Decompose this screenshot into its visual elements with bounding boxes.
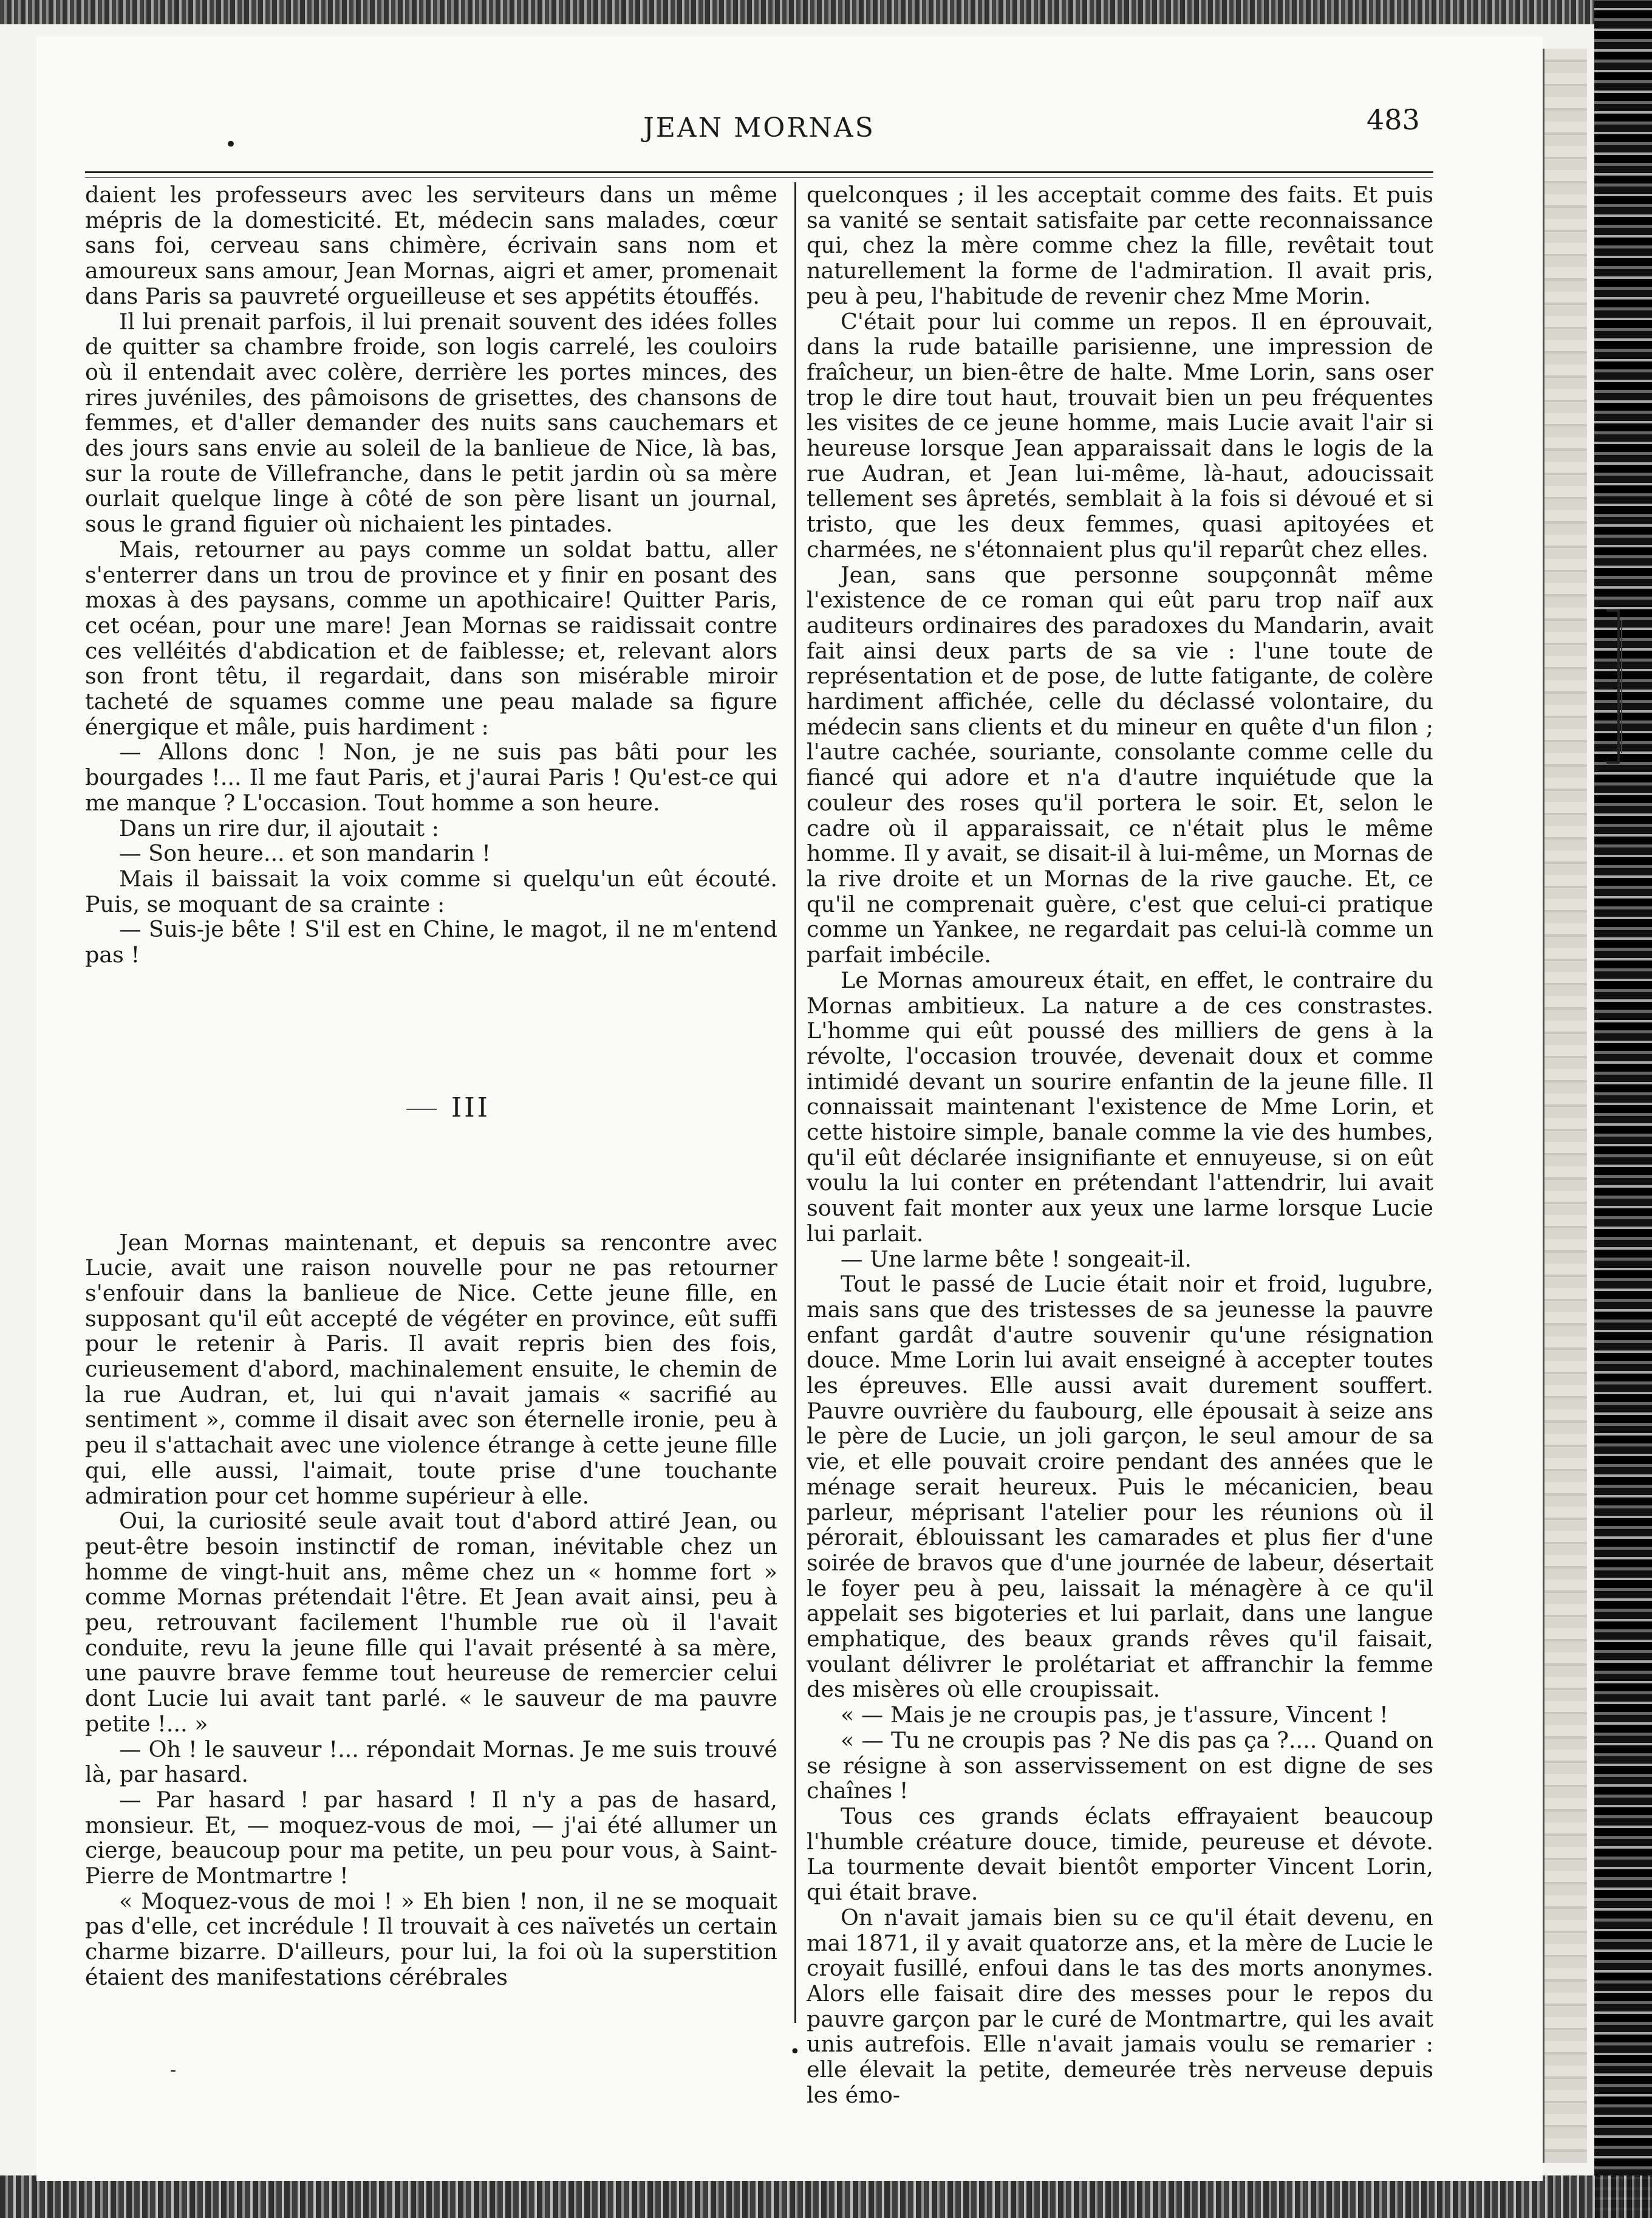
paragraph: On n'avait jamais bien su ce qu'il était devenu, en mai 1871, il y avait quatorze ans, et la mère de Lucie le croyait fusillé, enfoui dans le tas des morts anonymes. Alors elle faisait dire des messes pour le repos du pauvre garçon par le curé de Montmartre, qui les avait unis autrefois. Elle n'avait jamais voulu se remarier : elle élevait la petite, demeurée très nerveuse depuis les émo- <box>807 1904 1433 2108</box>
paragraph: — Suis-je bête ! S'il est en Chine, le magot, il ne m'entend pas ! <box>85 916 777 968</box>
paragraph: — Son heure... et son mandarin ! <box>119 840 491 867</box>
page-number: 483 <box>1367 103 1420 136</box>
chapter-title: III <box>451 1092 491 1123</box>
scan-noise-right <box>1594 0 1652 2218</box>
paragraph: Dans un rire dur, il ajoutait : <box>119 815 439 841</box>
paragraph: Mais, retourner au pays comme un soldat battu, aller s'enterrer dans un trou de province et y finir en posant des moxas à des paysans, comme un apothicaire! Quitter Paris, cet océan, pour une mare! Jean Mornas se raidissait contre ces velléités d'abdication et de faiblesse; et, relevant alors son front têtu, il regardait, dans son misérable miroir tacheté de squames comme une peau malade sa figure énergique et mâle, puis hardiment : <box>85 536 777 740</box>
header-rule <box>85 171 1433 173</box>
paragraph: Oui, la curiosité seule avait tout d'abord attiré Jean, ou peut-être besoin instinctif de roman, inévitable chez un homme de vingt-huit ans, même chez un « homme fort » comme Mornas prétendait l'être. Et Jean avait ainsi, peu à peu, retrouvant facilement l'humble rue où il l'avait conduite, revu la jeune fille qui l'avait présenté à sa mère, une pauvre brave femme tout heureuse de remercier celui dont Lucie lui avait tant parlé. « le sauveur de ma pauvre petite !... » <box>85 1508 777 1737</box>
footer-mark: - <box>170 2059 177 2081</box>
paragraph: Tous ces grands éclats effrayaient beaucoup l'humble créature douce, timide, peureuse et dévote. La tourmente devait bientôt emporter Vincent Lorin, qui était brave. <box>807 1803 1433 1906</box>
left-column <box>85 182 777 1990</box>
paragraph: Mais il baissait la voix comme si quelqu'un eût écouté. Puis, se moquant de sa crainte : <box>85 865 777 917</box>
paragraph: « — Mais je ne croupis pas, je t'assure, Vincent ! <box>841 1702 1388 1728</box>
binding-bracket-icon <box>1603 608 1628 765</box>
scan-noise-bottom <box>0 2175 1652 2218</box>
paragraph: Il lui prenait parfois, il lui prenait souvent des idées folles de quitter sa chambre froide, son logis carrelé, les couloirs où il entendait avec colère, derrière les portes minces, des rires juvéniles, des pâmoisons de grisettes, des chansons de femmes, et d'aller demander des nuits sans cauchemars et des jours sans envie au soleil de la banlieue de Nice, là bas, sur la route de Villefranche, dans le petit jardin où sa mère ourlait quelque linge à côté de son père lisant un journal, sous le grand figuier où nichaient les pintades. <box>85 308 777 538</box>
paragraph: Le Mornas amoureux était, en effet, le contraire du Mornas ambitieux. La nature a de ces constrastes. L'homme qui eût poussé des milliers de gens à la révolte, l'occasion trouvée, devenait doux et comme intimidé devant un sourire enfantin de la jeune fille. Il connaissait maintenant l'existence de Mme Lorin, et cette histoire simple, banale comme la vie des humbes, qu'il eût déclarée insignifiante et ennuyeuse, si on eût voulu la lui conter en prétendant l'attendrir, lui avait souvent fait monter aux yeux une larme lorsque Lucie lui parlait. <box>807 967 1433 1247</box>
paragraph: Jean Mornas maintenant, et depuis sa rencontre avec Lucie, avait une raison nouvelle pour ne pas retourner s'enfouir dans la banlieue de Nice. Cette jeune fille, en supposant qu'il eût accepté de végéter en province, eût suffi pour le retenir à Paris. Il avait repris bien des fois, curieusement d'abord, machinalement ensuite, le chemin de la rue Audran, et, lui qui n'avait jamais « sacrifié au sentiment », comme il disait avec son éternelle ironie, peu à peu il s'attachait avec une violence étrange à cette jeune fille qui, elle aussi, l'aimait, toute prise d'une touchante admiration pour cet homme supérieur à elle. <box>85 1229 777 1509</box>
paragraph: — Une larme bête ! songeait-il. <box>841 1245 1192 1272</box>
paragraph: — Allons donc ! Non, je ne suis pas bâti pour les bourgades !... Il me faut Paris, et j'aurai Paris ! Qu'est-ce qui me manque ? L'occasion. Tout homme a son heure. <box>85 739 777 816</box>
footer-dot: • <box>790 2041 800 2062</box>
paragraph: — Par hasard ! par hasard ! Il n'y a pas de hasard, monsieur. Et, — moquez-vous de moi, — j'ai été allumer un cierge, beaucoup pour ma petite, un peu pour vous, à Saint-Pierre de Montmartre ! <box>85 1786 777 1889</box>
paragraph: Tout le passé de Lucie était noir et froid, lugubre, mais sans que des tristesses de sa jeunesse la pauvre enfant gardât d'autre souvenir qu'une résignation douce. Mme Lorin lui avait enseigné à accepter toutes les épreuves. Elle aussi avait durement souffert. Pauvre ouvrière du faubourg, elle épousait à seize ans le père de Lucie, un joli garçon, le seul amour de sa vie, et elle pouvait croire pendant des années que le ménage serait heureux. Puis le mécanicien, beau parleur, méprisant l'atelier pour les réunions où il pérorait, éblouissant les camarades et plus fier d'une soirée de bravos que d'une journée de labeur, désertait le foyer peu à peu, laissait la ménagère à ce qu'il appelait ses bigoteries et lui parlait, dans une langue emphatique, des beaux grands rêves qu'il faisait, voulant délivrer le prolétariat et affranchir la femme des misères où elle croupissait. <box>807 1271 1433 1703</box>
page-edge-shadow <box>1543 49 1587 2163</box>
right-column <box>807 182 1433 2107</box>
paragraph: C'était pour lui comme un repos. Il en éprouvait, dans la rude bataille parisienne, une impression de fraîcheur, un bien-être de halte. Mme Lorin, sans oser trop le dire tout haut, trouvait bien un peu fréquentes les visites de ce jeune homme, mais Lucie avait l'air si heureuse lorsque Jean apparaissait dans le logis de la rue Audran, et Jean lui-même, là-haut, adoucissait tellement ses âpretés, semblait à la fois si dévoué et si tristo, que les deux femmes, quasi apitoyées et charmées, ne s'étonnaient plus qu'il reparût chez elles. <box>807 308 1433 563</box>
running-head: JEAN MORNAS <box>643 112 875 143</box>
column-divider <box>794 182 796 2023</box>
paragraph: Jean, sans que personne soupçonnât même l'existence de ce roman qui eût paru trop naïf aux auditeurs ordinaires des paradoxes du Mandarin, avait fait ainsi deux parts de sa vie : l'une toute de représentation et de pose, de lutte fatigante, de colère hardiment affichée, celle du déclassé volontaire, du médecin sans clients et du mineur en quête d'un filon ; l'autre cachée, souriante, consolante comme celle du fiancé qui adore et n'a d'autre inquiétude que la couleur des roses qu'il portera le soir. Et, selon le cadre où il apparaissait, ce n'était plus le même homme. Il y avait, se disait-il à lui-même, un Mornas de la rive droite et un Mornas de la rive gauche. Et, ce qu'il ne comprenait guère, c'est que celui-ci pratique comme un Yankee, ne regardait pas celui-là comme un parfait imbécile. <box>807 561 1433 968</box>
paragraph: « Moquez-vous de moi ! » Eh bien ! non, il ne se moquait pas d'elle, cet incrédule ! Il trouvait à ces naïvetés un certain charme bizarre. D'ailleurs, pour lui, la foi où la superstition étaient des manifestations cérébrales <box>85 1888 777 1990</box>
scan-noise-top <box>0 0 1652 24</box>
header-rule-thin <box>85 177 1433 178</box>
paragraph: daient les professeurs avec les serviteurs dans un même mépris de la domesticité. Et, médecin sans malades, cœur sans foi, cerveau sans chimère, écrivain sans nom et amoureux sans amour, Jean Mornas, aigri et amer, promenait dans Paris sa pauvreté orgueilleuse et ses appétits étouffés. <box>85 182 777 309</box>
paragraph: quelconques ; il les acceptait comme des faits. Et puis sa vanité se sentait satisfaite par cette reconnaissance qui, chez la mère comme chez la fille, revêtait tout naturellement la forme de l'admiration. Il avait pris, peu à peu, l'habitude de revenir chez Mme Morin. <box>807 182 1433 309</box>
paragraph: — Oh ! le sauveur !... répondait Mornas. Je me suis trouvé là, par hasard. <box>85 1736 777 1788</box>
chapter-heading <box>85 1092 777 1123</box>
paragraph: « — Tu ne croupis pas ? Ne dis pas ça ?.... Quand on se résigne à son asservissement on est digne de ses chaînes ! <box>807 1727 1433 1804</box>
header-dot: • <box>225 132 237 157</box>
chapter-dash <box>406 1109 437 1110</box>
